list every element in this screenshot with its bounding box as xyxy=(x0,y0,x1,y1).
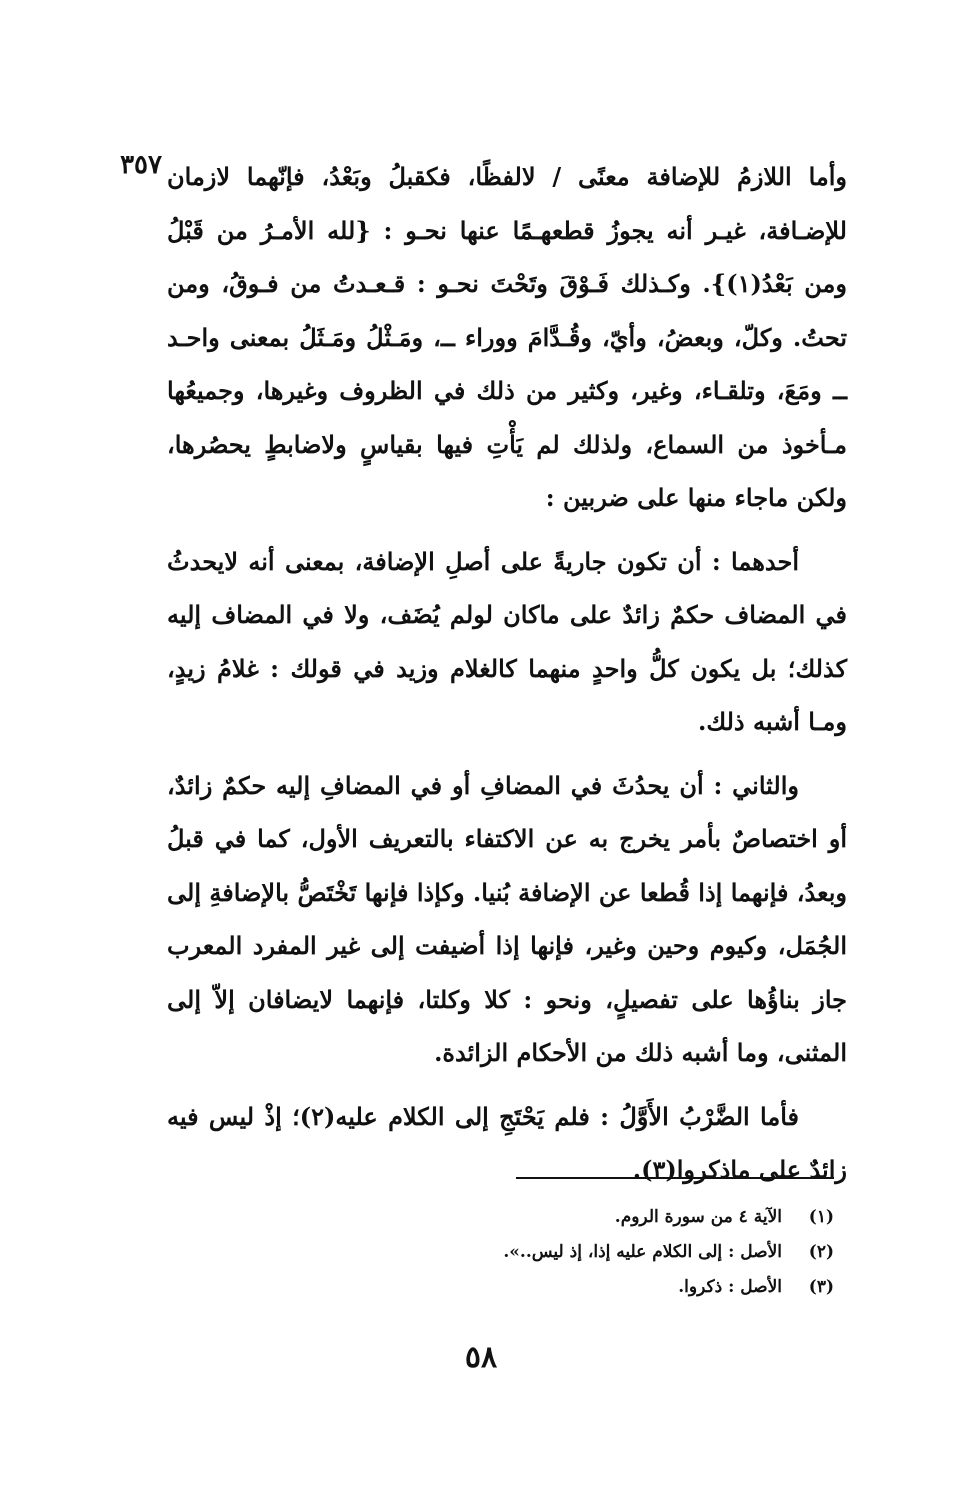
paragraph-conclusion: فأما الضَّرْبُ الأَوَّلُ : فلم يَحْتَجِ إلى الكلام عليه(٢)؛ إذْ ليس فيه زائدٌ على ماذكروا(٣). xyxy=(167,1101,847,1184)
footnote-text: الأصل : إلى الكلام عليه إذا، إذ ليس..». xyxy=(503,1242,782,1262)
footnote-separator xyxy=(516,1177,834,1179)
footnotes xyxy=(334,1200,834,1305)
footnote-number: (٣) xyxy=(808,1277,834,1297)
footnote-3 xyxy=(334,1270,834,1305)
main-text xyxy=(167,150,847,1197)
paragraph-first-type: أحدهما : أن تكون جاريةً على أصلِ الإضافة، بمعنى أنه لايحدثُ في المضاف حكمٌ زائدٌ على ماكان لولم يُضَف، ولا في المضاف إليه كذلك؛ بل يكون كلُّ واحدٍ منهما كالغلام وزيد في قولك : غلامُ زيدٍ، ومـا أشبه ذلك. xyxy=(167,546,847,736)
footnote-2 xyxy=(334,1235,834,1270)
footnote-number: (٢) xyxy=(808,1242,834,1262)
footnote-text: الآية ٤ من سورة الروم. xyxy=(614,1207,782,1227)
manuscript-folio-number: ٣٥٧ xyxy=(120,150,162,180)
footnote-number: (١) xyxy=(808,1207,834,1227)
footnote-1 xyxy=(334,1200,834,1235)
paragraph-second-type: والثاني : أن يحدُثَ في المضافِ أو في المضافِ إليه حكمٌ زائدٌ، أو اختصاصٌ بأمر يخرج به عن الاكتفاء بالتعريف الأول، كما في قبلُ وبعدُ، فإنهما إذا قُطعا عن الإضافة بُنيا. وكإذا فإنها تَخْتَصُّ بالإضافةِ إلى الجُمَل، وكيوم وحين وغير، فإنها إذا أضيفت إلى غير المفرد المعرب جاز بناؤُها على تفصيلٍ، ونحو : كلا وكلتا، فإنهما لايضافان إلاّ إلى المثنى، وما أشبه ذلك من الأحكام الزائدة. xyxy=(167,770,848,1067)
paragraph-intro: وأما اللازمُ للإضافة معنًى / لالفظًا، فكقبلُ وبَعْدُ، فإنّهما لازمان للإضـافة، غيـر أنه يجوزُ قطعهـمًا عنها نحـو : {لله الأمـرُ من قَبْلُ ومن بَعْدُ(١)}. وكـذلك فَـوْقَ وتَحْتَ نحـو : قـعـدتُ من فـوقُ، ومن تحتُ. وكلّ، وبعضُ، وأيّ، وقُـدَّامَ ووراء ــ، ومَـثْلُ ومَـثَلُ بمعنى واحـد ــ ومَعَ، وتلقـاء، وغير، وكثير من ذلك في الظروف وغيرها، وجميعُها مـأخوذ من السماع، ولذلك لم يَأْتِ فيها بقياسٍ ولاضابطٍ يحصُرها، ولكن ماجاء منها على ضربين : xyxy=(167,162,847,512)
page-number: ٥٨ xyxy=(464,1340,498,1375)
footnote-text: الأصل : ذكروا. xyxy=(678,1277,782,1297)
